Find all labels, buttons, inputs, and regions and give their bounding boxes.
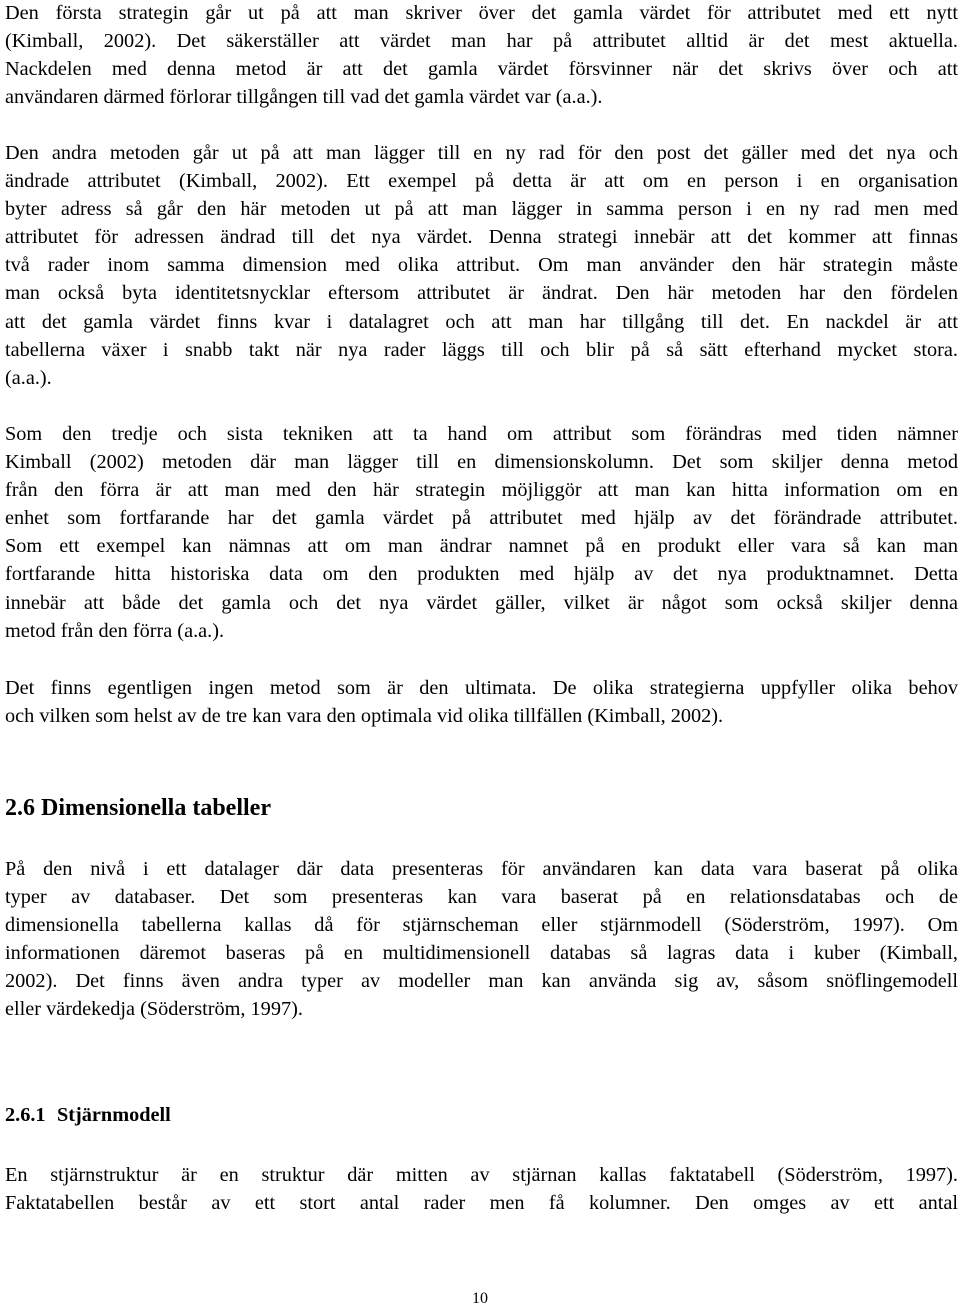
paragraph-dimension-column-strategy: [5, 420, 958, 645]
subsection-heading-stjarnmodell: [5, 1104, 171, 1127]
text-line: Det finns egentligen ingen metod som är den ultimata. De olika strategierna uppfyller olika behov: [5, 677, 958, 699]
text-line: Faktatabellen består av ett stort antal rader men få kolumner. Den omges av ett antal: [5, 1192, 958, 1215]
text-line: användaren därmed förlorar tillgången till vad det gamla värdet var (a.a.).: [5, 86, 603, 109]
text-line: (a.a.).: [5, 366, 52, 389]
text-line: att det gamla värdet finns kvar i datalagret och att man har tillgång till det. En nackdel är att: [5, 310, 958, 333]
text-line: ändrade attributet (Kimball, 2002). Ett exempel på detta är att om en person i en organisation: [5, 170, 958, 193]
text-line: Kimball (2002) metoden där man lägger till en dimensionskolumn. Det som skiljer denna metod: [5, 451, 958, 474]
text-line: På den nivå i ett datalager där data presenteras för användaren kan data vara baserat på olika: [5, 858, 958, 880]
paragraph-star-structure: [5, 1161, 958, 1217]
subsection-title: Stjärnmodell: [57, 1104, 171, 1126]
section-heading-dimensionella-tabeller: 2.6 Dimensionella tabeller: [5, 795, 271, 821]
text-line: Den första strategin går ut på att man skriver över det gamla värdet för attributet med ett nytt: [5, 2, 958, 24]
text-line: tabellerna växer i snabb takt när nya rader läggs till och blir på så sätt efterhand mycket stora.: [5, 338, 958, 361]
page-number: 10: [472, 1290, 488, 1307]
text-line: attributet för adressen ändrad till det nya värdet. Denna strategi innebär att det kommer att finnas: [5, 226, 958, 249]
text-line: fortfarande hitta historiska data om den produkten med hjälp av det nya produktnamnet. Detta: [5, 563, 958, 586]
text-line: från den förra är att man med den här strategin möjliggör att man kan hitta information om en: [5, 479, 958, 502]
text-line: eller värdekedja (Söderström, 1997).: [5, 998, 303, 1021]
text-line: informationen däremot baseras på en multidimensionell databas så lagras data i kuber (Kimball,: [5, 942, 958, 965]
text-line: dimensionella tabellerna kallas då för stjärnscheman eller stjärnmodell (Söderström, 1997). Om: [5, 914, 958, 937]
text-line: metod från den förra (a.a.).: [5, 619, 225, 642]
paragraph-no-ultimate-method: [5, 674, 958, 730]
paragraph-dimensional-tables: [5, 855, 958, 1024]
text-line: Som den tredje och sista tekniken att ta hand om attribut som förändras med tiden nämner: [5, 423, 958, 445]
text-line: (Kimball, 2002). Det säkerställer att värdet man har på attributet alltid är det mest aktuella.: [5, 30, 958, 53]
text-line: och vilken som helst av de tre kan vara den optimala vid olika tillfällen (Kimball, 2002).: [5, 705, 724, 728]
paragraph-overwrite-strategy: [5, 0, 958, 111]
text-line: två rader inom samma dimension med olika attribut. Om man använder den här strategin måste: [5, 254, 958, 277]
text-line: Den andra metoden går ut på att man lägger till en ny rad för den post det gäller med det nya och: [5, 142, 958, 164]
subsection-number: 2.6.1: [5, 1104, 46, 1126]
text-line: byter adress så går den här metoden ut på att man lägger in samma person i en ny rad men med: [5, 198, 958, 221]
text-line: enhet som fortfarande har det gamla värdet på attributet med hjälp av det förändrade attributet.: [5, 507, 958, 530]
text-line: man också byta identitetsnycklar eftersom attributet är ändrat. Den här metoden har den fördelen: [5, 282, 958, 305]
text-line: Nackdelen med denna metod är att det gamla värdet försvinner när det skrivs över och att: [5, 58, 958, 81]
text-line: innebär att både det gamla och det nya värdet gäller, vilket är något som också skiljer denna: [5, 591, 958, 614]
text-line: typer av databaser. Det som presenteras kan vara baserat på en relationsdatabas och de: [5, 886, 958, 909]
text-line: Som ett exempel kan nämnas att om man ändrar namnet på en produkt eller vara så kan man: [5, 535, 958, 558]
paragraph-new-row-strategy: [5, 139, 958, 392]
text-line: En stjärnstruktur är en struktur där mitten av stjärnan kallas faktatabell (Söderström, 1997).: [5, 1164, 958, 1186]
text-line: 2002). Det finns även andra typer av modeller man kan använda sig av, såsom snöflingemodell: [5, 970, 958, 993]
